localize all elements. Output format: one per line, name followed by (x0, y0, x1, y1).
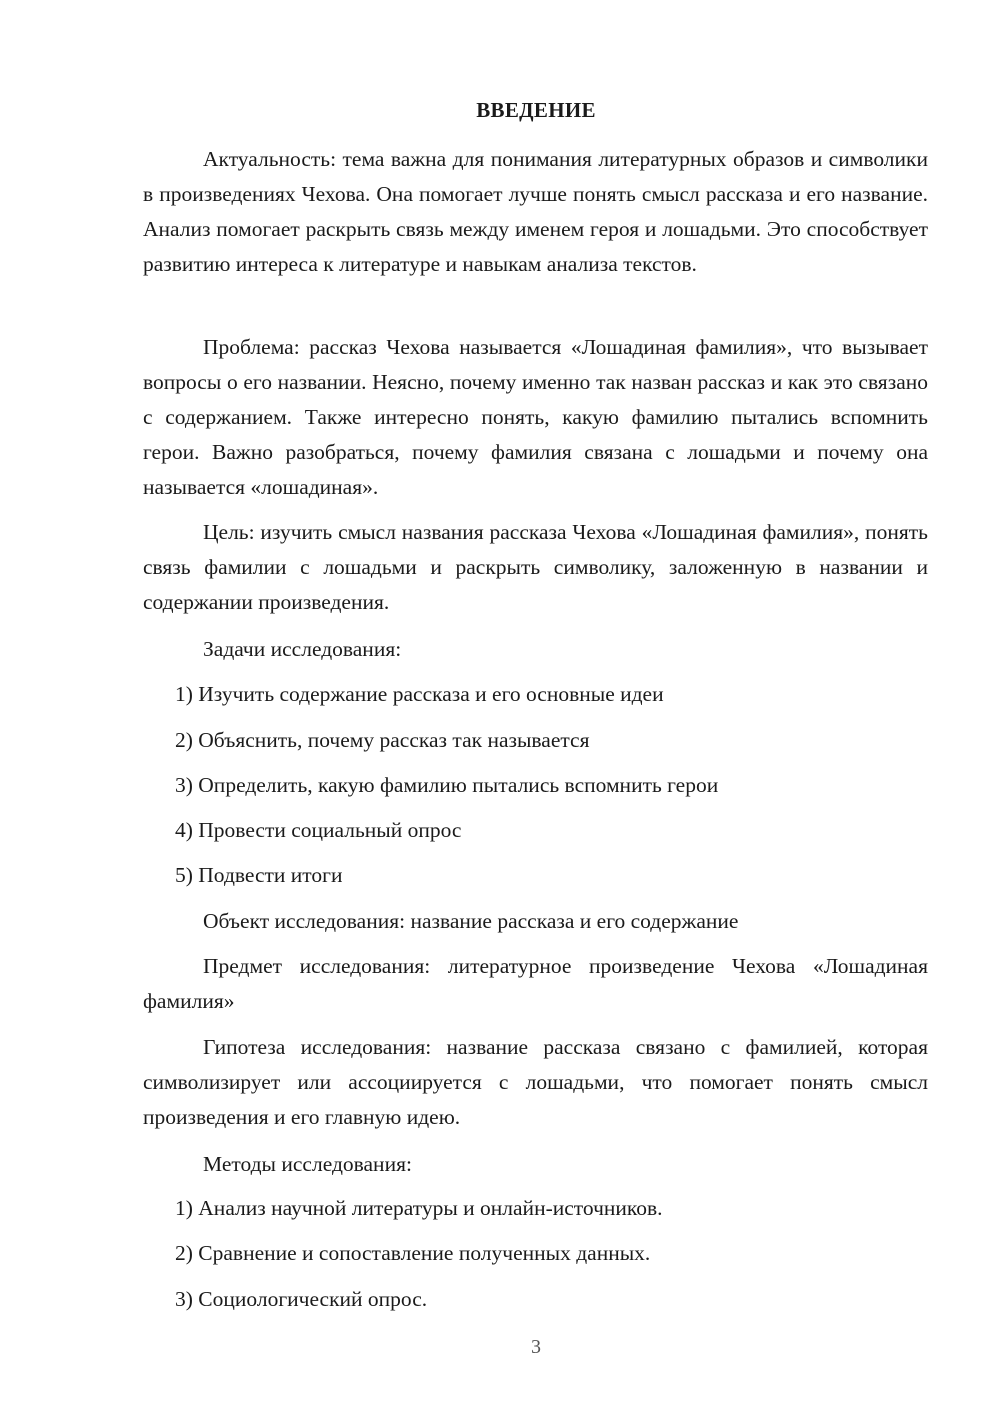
task-item: 4) Провести социальный опрос (175, 818, 462, 842)
task-item: 3) Определить, какую фамилию пытались вспомнить герои (175, 773, 719, 797)
section-title: ВВЕДЕНИЕ (476, 98, 596, 122)
page-number: 3 (531, 1336, 541, 1358)
methods-heading: Методы исследования: (203, 1152, 412, 1176)
problem-paragraph: Проблема: рассказ Чехова называется «Лошадиная фамилия», что вызывает вопросы о его названии. Неясно, почему именно так назван рассказ и как это связано с содержанием. Также интересно понять, какую фамилию пытались вспомнить герои. Важно разобраться, почему фамилия связана с лошадьми и почему она называется «лошадиная». (143, 335, 928, 499)
goal-paragraph: Цель: изучить смысл названия рассказа Чехова «Лошадиная фамилия», понять связь фамилии с лошадьми и раскрыть символику, заложенную в названии и содержании произведения. (143, 520, 928, 614)
method-item: 1) Анализ научной литературы и онлайн-источников. (175, 1196, 663, 1220)
hypothesis-paragraph: Гипотеза исследования: название рассказа связано с фамилией, которая символизирует или ассоциируется с лошадьми, что помогает понять смысл произведения и его главную идею. (143, 1035, 928, 1129)
task-item: 2) Объяснить, почему рассказ так называется (175, 728, 590, 752)
subject-paragraph: Предмет исследования: литературное произведение Чехова «Лошадиная фамилия» (143, 954, 928, 1013)
tasks-heading: Задачи исследования: (203, 637, 402, 661)
object-line: Объект исследования: название рассказа и его содержание (203, 909, 739, 933)
method-item: 3) Социологический опрос. (175, 1287, 428, 1311)
relevance-paragraph: Актуальность: тема важна для понимания литературных образов и символики в произведениях Чехова. Она помогает лучше понять смысл рассказа и его название. Анализ помогает раскрыть связь между именем героя и лошадьми. Это способствует развитию интереса к литературе и навыкам анализа текстов. (143, 147, 928, 276)
task-item: 5) Подвести итоги (175, 863, 343, 887)
task-item: 1) Изучить содержание рассказа и его основные идеи (175, 682, 664, 706)
method-item: 2) Сравнение и сопоставление полученных данных. (175, 1241, 651, 1265)
